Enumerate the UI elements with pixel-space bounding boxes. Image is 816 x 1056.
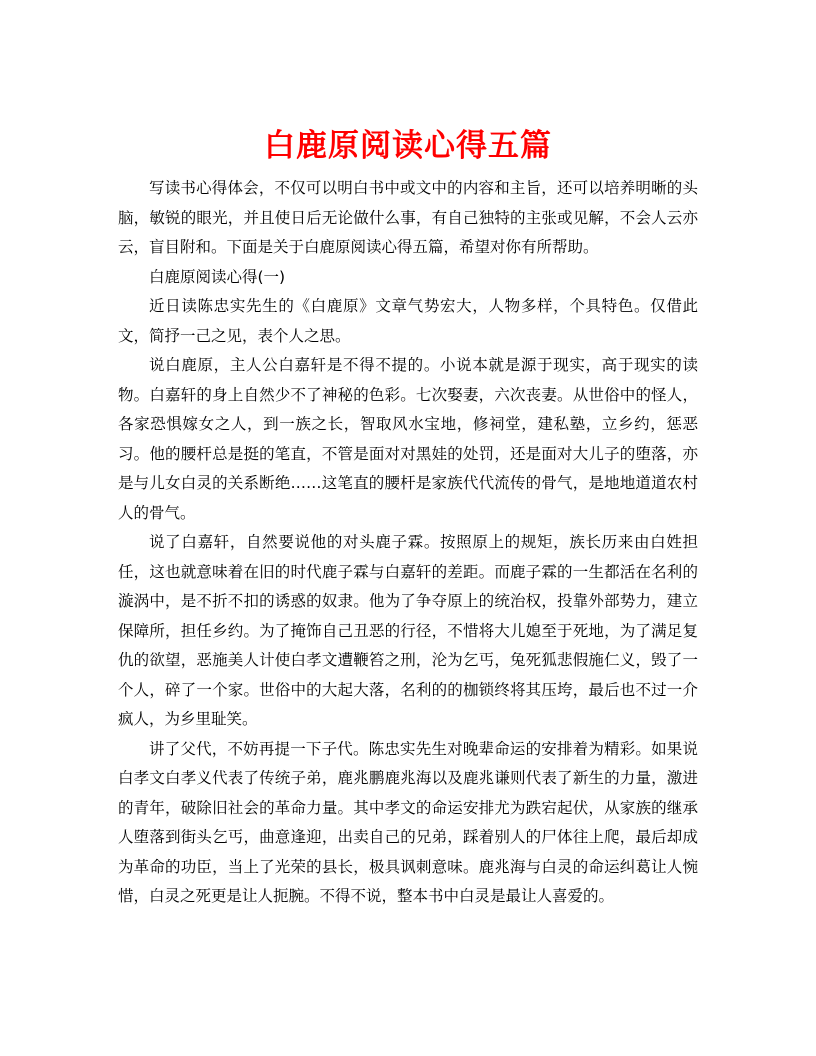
section-heading: 白鹿原阅读心得(一) [149,267,286,286]
body-paragraph: 讲了父代，不妨再提一下子代。陈忠实先生对晚辈命运的安排着为精彩。如果说白孝文白孝义代表了传统子弟，鹿兆鹏鹿兆海以及鹿兆谦则代表了新生的力量，激进的青年，破除旧社会的革命力量。其中孝文的命运安排尤为跌宕起伏，从家族的继承人堕落到街头乞丐，曲意逢迎，出卖自己的兄弟，踩着别人的尸体往上爬，最后却成为革命的功臣，当上了光荣的县长，极具讽刺意味。鹿兆海与白灵的命运纠葛让人惋惜，白灵之死更是让人扼腕。不得不说，整本书中白灵是最让人喜爱的。 [118,739,698,905]
document-title: 白鹿原阅读心得五篇 [264,127,552,164]
body-paragraph: 说了白嘉轩，自然要说他的对头鹿子霖。按照原上的规矩，族长历来由白姓担任，这也就意味着在旧的时代鹿子霖与白嘉轩的差距。而鹿子霖的一生都活在名利的漩涡中，是不折不扣的诱惑的奴隶。他为了争夺原上的统治权，投靠外部势力，建立保障所，担任乡约。为了掩饰自己丑恶的行径，不惜将大儿媳至于死地，为了满足复仇的欲望，恶施美人计使白孝文遭鞭笞之刑，沦为乞丐，兔死狐悲假施仁义，毁了一个人，碎了一个家。世俗中的大起大落，名利的的枷锁终将其压垮，最后也不过一介疯人，为乡里耻笑。 [118,533,698,728]
body-paragraph: 近日读陈忠实先生的《白鹿原》文章气势宏大，人物多样，个具特色。仅借此文，简抒一己之见，表个人之思。 [118,297,698,345]
document-body [118,174,698,912]
body-paragraph: 说白鹿原，主人公白嘉轩是不得不提的。小说本就是源于现实，高于现实的读物。白嘉轩的身上自然少不了神秘的色彩。七次娶妻，六次丧妻。从世俗中的怪人，各家恐惧嫁女之人，到一族之长，智取风水宝地，修祠堂，建私塾，立乡约，惩恶习。他的腰杆总是挺的笔直，不管是面对对黑娃的处罚，还是面对大儿子的堕落，亦是与儿女白灵的关系断绝……这笔直的腰杆是家族代代流传的骨气，是地地道道农村人的骨气。 [118,356,698,522]
intro-paragraph: 写读书心得体会，不仅可以明白书中或文中的内容和主旨，还可以培养明晰的头脑，敏锐的眼光，并且使日后无论做什么事，有自己独特的主张或见解，不会人云亦云，盲目附和。下面是关于白鹿原阅读心得五篇，希望对你有所帮助。 [118,179,698,256]
